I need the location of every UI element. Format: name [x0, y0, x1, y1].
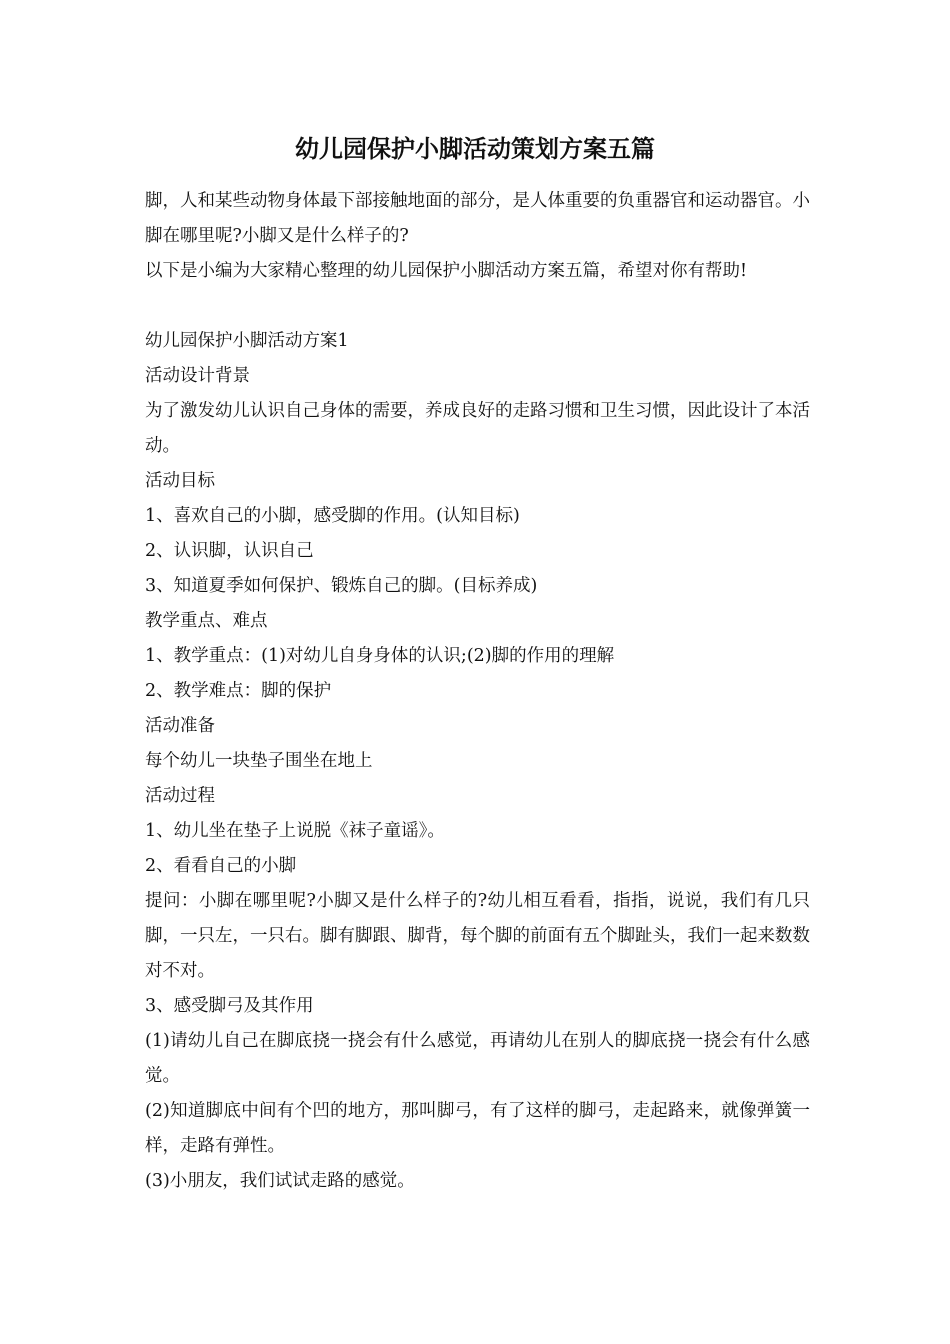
list-item: 3、感受脚弓及其作用	[145, 996, 314, 1016]
body-paragraph: 提问：小脚在哪里呢?小脚又是什么样子的?幼儿相互看看，指指，说说，我们有几只脚，一只左，一只右。脚有脚跟、脚背，每个脚的前面有五个脚趾头，我们一起来数数对不对。	[145, 891, 810, 981]
paragraph-spacer	[145, 289, 810, 324]
subsection-heading: 活动目标	[145, 471, 215, 491]
intro-paragraph: 脚，人和某些动物身体最下部接触地面的部分，是人体重要的负重器官和运动器官。小脚在哪里呢?小脚又是什么样子的?	[145, 191, 810, 246]
body-paragraph: 为了激发幼儿认识自己身体的需要，养成良好的走路习惯和卫生习惯，因此设计了本活动。	[145, 401, 810, 456]
body-paragraph: (2)知道脚底中间有个凹的地方，那叫脚弓，有了这样的脚弓，走起路来，就像弹簧一样，走路有弹性。	[145, 1101, 810, 1156]
list-item: 3、知道夏季如何保护、锻炼自己的脚。(目标养成)	[145, 576, 538, 596]
body-paragraph: (1)请幼儿自己在脚底挠一挠会有什么感觉，再请幼儿在别人的脚底挠一挠会有什么感觉。	[145, 1031, 810, 1086]
list-item: 2、教学难点：脚的保护	[145, 681, 332, 701]
document-title: 幼儿园保护小脚活动策划方案五篇	[295, 134, 655, 163]
list-item: 1、喜欢自己的小脚，感受脚的作用。(认知目标)	[145, 506, 520, 526]
subsection-heading: 活动准备	[145, 716, 215, 736]
subsection-heading: 活动设计背景	[145, 366, 250, 386]
list-item: 2、认识脚，认识自己	[145, 541, 314, 561]
subsection-heading: 教学重点、难点	[145, 611, 268, 631]
body-paragraph: (3)小朋友，我们试试走路的感觉。	[145, 1171, 415, 1191]
list-item: 1、教学重点：(1)对幼儿自身身体的认识;(2)脚的作用的理解	[145, 646, 615, 666]
document-body	[145, 184, 810, 1199]
subsection-heading: 活动过程	[145, 786, 215, 806]
section-heading: 幼儿园保护小脚活动方案1	[145, 331, 349, 351]
intro-paragraph: 以下是小编为大家精心整理的幼儿园保护小脚活动方案五篇，希望对你有帮助!	[145, 261, 748, 281]
list-item: 1、幼儿坐在垫子上说脱《袜子童谣》。	[145, 821, 445, 841]
body-paragraph: 每个幼儿一块垫子围坐在地上	[145, 751, 373, 771]
list-item: 2、看看自己的小脚	[145, 856, 297, 876]
